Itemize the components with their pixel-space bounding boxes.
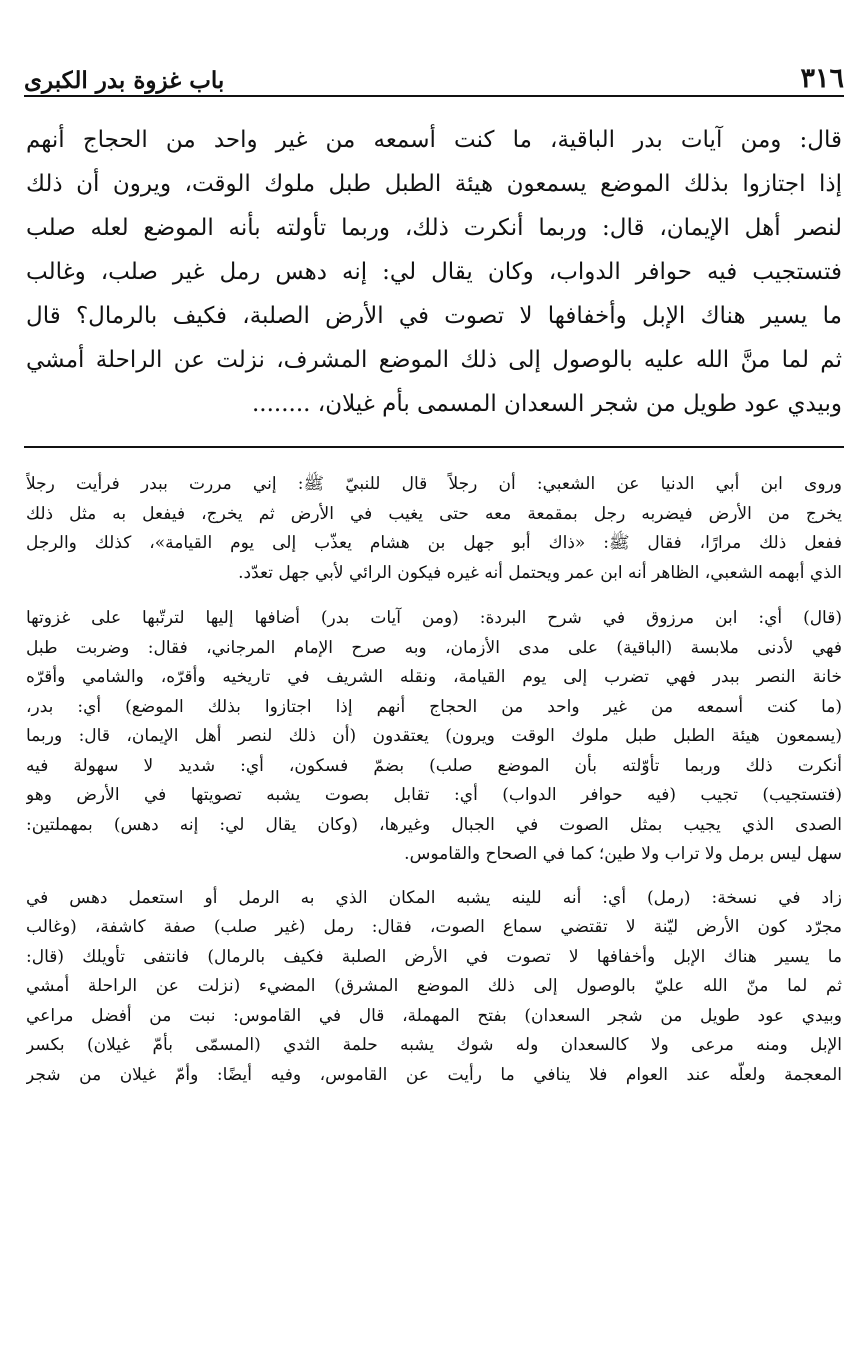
text-line: ففعل ذلك مرارًا، فقال ﷺ: «ذاك أبو جهل بن هشام يعذّب إلى يوم القيامة»، كذلك والرجل xyxy=(26,533,842,553)
text-line: يخرج من الأرض فيضربه رجل بمقمعة معه حتى يغيب في الأرض ثم يخرج، فيفعل به مثل ذلك xyxy=(26,503,842,524)
text-line: لنصر أهل الإيمان، قال: وربما أنكرت ذلك، وربما تأولته بأنه الموضع لعله صلب xyxy=(26,215,842,241)
text-line: الذي أبهمه الشعبي، الظاهر أنه ابن عمر ويحتمل أنه غيره فيكون الرائي لأبي جهل تعدّد. xyxy=(238,562,842,583)
text-line: المعجمة ولعلّه عند العوام فلا ينافي ما رأيت عن القاموس، وفيه أيضًا: وأمّ غيلان من شجر xyxy=(26,1064,842,1085)
text-line: فتستجيب فيه حوافر الدواب، وكان يقال لي: إنه دهس رمل غير صلب، وغالب xyxy=(26,259,842,285)
text-line: زاد في نسخة: (رمل) أي: أنه للينه يشبه المكان الذي به الرمل أو استعمل دهس في xyxy=(26,887,842,908)
text-line: ما يسير هناك الإبل وأخفافها لا تصوت في الأرض الصلبة فكيف بالرمال) فانتفى تأويلك (قال: xyxy=(26,946,842,967)
text-line: ثم لما منَّ الله عليه بالوصول إلى ذلك الموضع المشرف، نزلت عن الراحلة أمشي xyxy=(26,347,842,373)
page-number: ٣١٦ xyxy=(800,63,844,94)
main-text xyxy=(26,118,842,426)
text-line: ما يسير هناك الإبل وأخفافها لا تصوت في الأرض الصلبة، فكيف بالرمال؟ قال xyxy=(26,303,842,329)
text-line: الإبل ومنه مرعى ولا كالسعدان وله شوك يشبه حلمة الثدي (المسمّى بأمّ غيلان) بكسر xyxy=(26,1035,842,1055)
chapter-title: باب غزوة بدر الكبرى xyxy=(24,67,225,94)
text-line: ثم لما منّ الله عليّ بالوصول إلى ذلك الموضع المشرق) المضيء (نزلت عن الراحلة أمشي xyxy=(26,976,842,996)
text-line: فهي لأدنى ملابسة (الباقية) على مدى الأزمان، وبه صرح الإمام المرجاني، فقال: وضربت طبل xyxy=(26,637,842,658)
commentary xyxy=(26,470,842,1107)
header-rule xyxy=(24,95,844,97)
text-line: سهل ليس برمل ولا تراب ولا طين؛ كما في الصحاح والقاموس. xyxy=(404,844,842,864)
text-line: وبيدي عود طويل من شجر السعدان المسمى بأم غيلان، ........ xyxy=(251,391,842,417)
text-line: قال: ومن آيات بدر الباقية، ما كنت أسمعه من غير واحد من الحجاج أنهم xyxy=(26,127,842,153)
text-line: خانة النصر ببدر فهي تضرب إلى يوم القيامة، ونقله الشريف في تاريخيه وأقرّه، والشامي وأقرّه xyxy=(26,667,842,687)
text-line: أنكرت ذلك وربما تأوّلته بأن الموضع صلب) بضمّ فسكون، أي: شديد لا سهولة فيه xyxy=(26,755,842,776)
text-line: (قال) أي: ابن مرزوق في شرح البردة: (ومن آيات بدر) أضافها إليها لترتّبها على غزوتها xyxy=(26,608,842,628)
running-header xyxy=(24,58,844,94)
text-line: إذا اجتازوا بذلك الموضع يسمعون هيئة الطبل طبل ملوك الوقت، ويرون أن ذلك xyxy=(26,171,842,197)
text-line: وروى ابن أبي الدنيا عن الشعبي: أن رجلاً قال للنبيّ ﷺ: إني مررت ببدر فرأيت رجلاً xyxy=(26,474,842,494)
text-line: وبيدي عود طويل من شجر السعدان) بفتح المهملة، قال في القاموس: نبت من أفضل مراعي xyxy=(26,1005,842,1026)
separator-rule xyxy=(24,446,844,448)
commentary-paragraph-3 xyxy=(26,884,842,1091)
text-line: الصدى الذي يجيب بمثل الصوت في الجبال وغيرها، (وكان يقال لي: إنه دهس) بمهملتين: xyxy=(26,814,842,835)
text-line: مجرّد كون الأرض ليّنة لا تقتضي سماع الصوت، فقال: رمل (غير صلب) صفة كاشفة، (وغالب xyxy=(26,917,842,937)
main-paragraph xyxy=(26,118,842,426)
text-line: (فتستجيب) تجيب (فيه حوافر الدواب) أي: تقابل بصوت يشبه تصويتها في الأرض وهو xyxy=(26,785,842,805)
commentary-paragraph-1 xyxy=(26,470,842,588)
text-line: (ما كنت أسمعه من غير واحد من الحجاج أنهم إذا اجتازوا بذلك الموضع) أي: بدر، xyxy=(26,696,842,717)
text-line: (يسمعون هيئة الطبل طبل ملوك الوقت ويرون) يعتقدون (أن ذلك لنصر أهل الإيمان، قال: وربما xyxy=(26,726,842,746)
commentary-paragraph-2 xyxy=(26,604,842,870)
